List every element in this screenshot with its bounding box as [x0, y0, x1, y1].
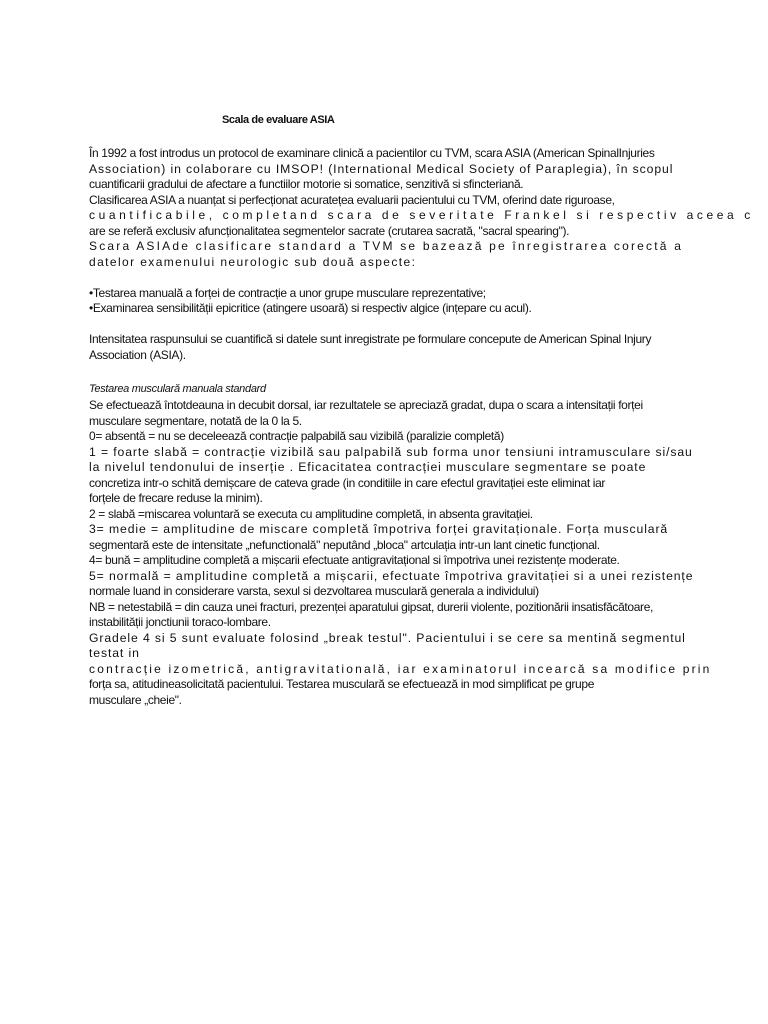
text-line: segmentară este de intensitate „nefunctională" neputând „bloca" artculația intr-un lant cinetic funcțional.	[89, 537, 600, 552]
text-line: musculare „cheie".	[89, 692, 182, 707]
text-line: •Examinarea sensibilității epicritice (atingere usoară) si respectiv algice (ințepare cu acul).	[89, 301, 532, 315]
text-line: Scara ASIAde clasificare standard a TVM se bazează pe înregistrarea corectă a	[89, 239, 684, 253]
text-line: concretiza intr-o schită demișcare de cateva grade (in conditiile in care efectul gravitației este eliminat iar	[89, 475, 606, 490]
text-line: NB = netestabilă = din cauza unei fracturi, prezenței aparatului gipsat, durerii violente, pozitionării insatisfăcătoare,	[89, 599, 653, 614]
text-line: forța sa, atitudineasolicitată pacientului. Testarea musculară se efectuează in mod simplificat pe grupe	[89, 677, 595, 691]
text-line: cuantificabile, completand scara de severitate Frankel si respectiv aceea c	[89, 208, 754, 222]
text-line: Gradele 4 si 5 sunt evaluate folosind „break testul". Pacientului i se cere sa mentină segmentul	[89, 630, 686, 645]
text-line: cuantificarii gradului de afectare a functiilor motorie si somatice, senzitivă si sfincteriană.	[89, 177, 524, 191]
text-line: la nivelul tendonului de inserție . Eficacitatea contracției musculare segmentare se poate	[89, 460, 647, 474]
text-line: Association) in colaborare cu IMSOP! (International Medical Society of Paraplegia), în scopul	[89, 161, 674, 176]
text-line: 1 = foarte slabă = contracție vizibilă sau palpabilă sub forma unor tensiuni intramusculare si/sau	[89, 444, 693, 459]
text-line: Intensitatea raspunsului se cuantifică si datele sunt inregistrate pe formulare concepute de American Spinal Injury	[89, 332, 652, 346]
text-line: Association (ASIA).	[89, 347, 186, 362]
text-line: forțele de frecare reduse la minim).	[89, 491, 263, 505]
text-line: datelor examenului neurologic sub două aspecte:	[89, 254, 417, 269]
text-line: În 1992 a fost introdus un protocol de examinare clinică a pacientilor cu TVM, scara ASIA (American SpinalInjuries	[89, 146, 655, 160]
text-line: 4= bună = amplitudine completă a mișcarii efectuate antigravitațional si împotriva unei rezistențe moderate.	[89, 553, 620, 567]
text-line: 3= medie = amplitudine de miscare completă împotriva forței gravitaționale. Forța musculară	[89, 522, 669, 536]
section-heading: Testarea musculară manuala standard	[89, 383, 266, 395]
text-line: musculare segmentare, notată de la 0 la 5.	[89, 413, 302, 428]
text-line: normale luand in considerare varsta, sexul si dezvoltarea musculară generala a individului)	[89, 584, 539, 598]
text-line: 2 = slabă =miscarea voluntară se executa cu amplitudine completă, in absenta gravitației.	[89, 506, 533, 521]
text-line: contracție izometrică, antigravitatională, iar examinatorul incearcă sa modifice prin	[89, 661, 712, 676]
paragraph-gap	[89, 270, 689, 286]
text-line: Se efectuează întotdeauna in decubit dorsal, iar rezultatele se apreciază gradat, dupa o scara a intensitații forței	[89, 398, 643, 412]
text-line: are se referă exclusiv afuncționalitatea segmentelor sacrate (crutarea sacrată, "sacral spearing").	[89, 223, 570, 238]
section-body	[89, 398, 712, 708]
document-title: Scala de evaluare ASIA	[222, 114, 335, 126]
text-line: instabilității jonctiunii toraco-lombare.	[89, 615, 271, 629]
text-line: testat in	[89, 646, 140, 660]
intro-paragraphs	[89, 146, 754, 363]
text-line: •Testarea manuală a forței de contracție a unor grupe musculare reprezentative;	[89, 285, 486, 300]
text-line: Clasificarea ASIA a nuanțat si perfecționat acuratețea evaluarii pacientului cu TVM, oferind date riguroase,	[89, 192, 615, 207]
text-line: 0= absentă = nu se deceleează contracție palpabilă sau vizibilă (paralizie completă)	[89, 429, 504, 443]
paragraph-gap	[89, 317, 689, 333]
text-line: 5= normală = amplitudine completă a mișcarii, efectuate împotriva gravitației si a unei rezistențe	[89, 568, 694, 583]
